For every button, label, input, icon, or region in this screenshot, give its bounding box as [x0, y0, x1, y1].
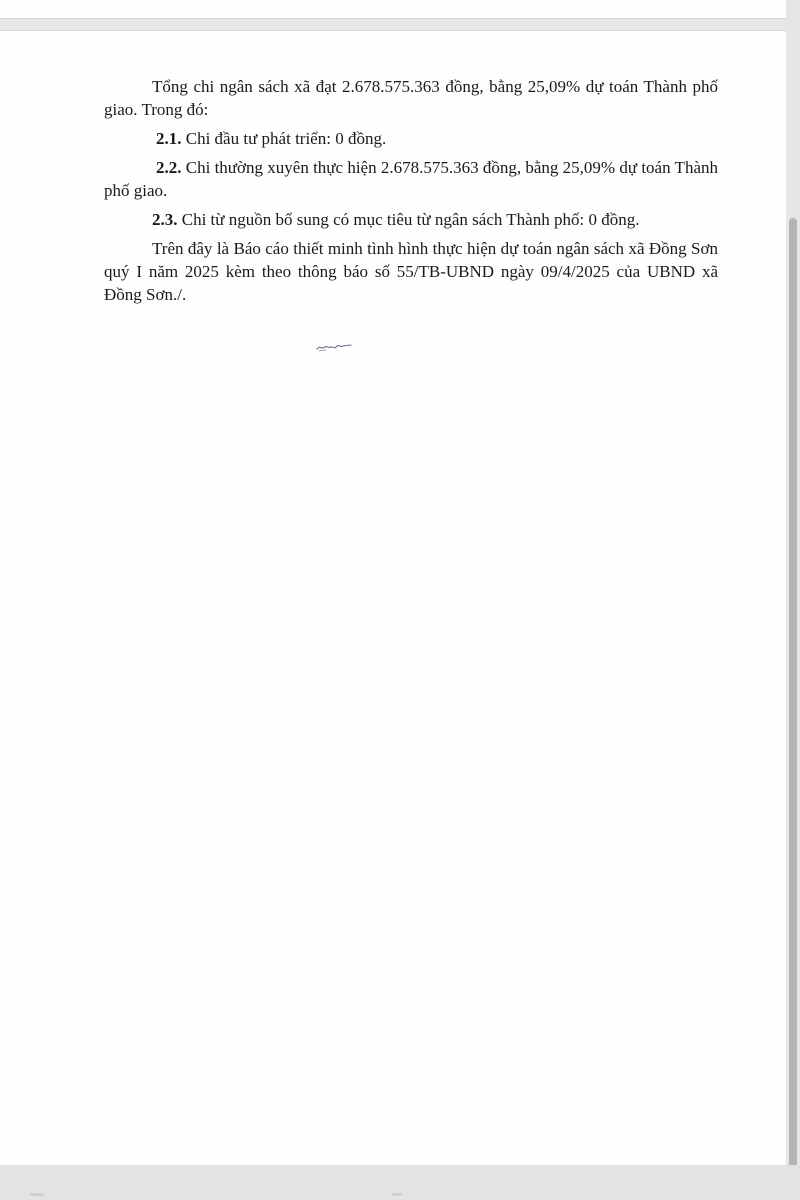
- paragraph-conclusion: Trên đây là Báo cáo thiết minh tình hình thực hiện dự toán ngân sách xã Đồng Sơn quý I năm 2025 kèm theo thông báo số 55/TB-UBND ngày 09/4/2025 của UBND xã Đồng Sơn./.: [104, 239, 718, 304]
- document-body: [104, 75, 718, 312]
- item-text: Chi từ nguồn bổ sung có mục tiêu từ ngân sách Thành phố: 0 đồng.: [177, 210, 640, 229]
- item-text: Chi thường xuyên thực hiện 2.678.575.363 đồng, bằng 25,09% dự toán Thành phố giao.: [104, 158, 718, 200]
- paragraph-item-2-2: [104, 156, 718, 202]
- item-text: Chi đầu tư phát triển: 0 đồng.: [181, 129, 387, 148]
- paragraph-total-spending: Tổng chi ngân sách xã đạt 2.678.575.363 đồng, bằng 25,09% dự toán Thành phố giao. Trong đó:: [104, 77, 718, 119]
- item-number: 2.2.: [156, 158, 182, 177]
- paragraph-item-2-1: [104, 127, 718, 150]
- previous-page-edge: [0, 0, 786, 19]
- toolbar-left-indicator: [30, 1193, 44, 1196]
- toolbar-center-indicator: [392, 1193, 402, 1196]
- item-number: 2.3.: [152, 210, 178, 229]
- paragraph-item-2-3: [104, 208, 718, 231]
- vertical-scrollbar-thumb[interactable]: [789, 218, 797, 1170]
- item-number: 2.1.: [156, 129, 182, 148]
- handwritten-initials-icon: [316, 337, 352, 353]
